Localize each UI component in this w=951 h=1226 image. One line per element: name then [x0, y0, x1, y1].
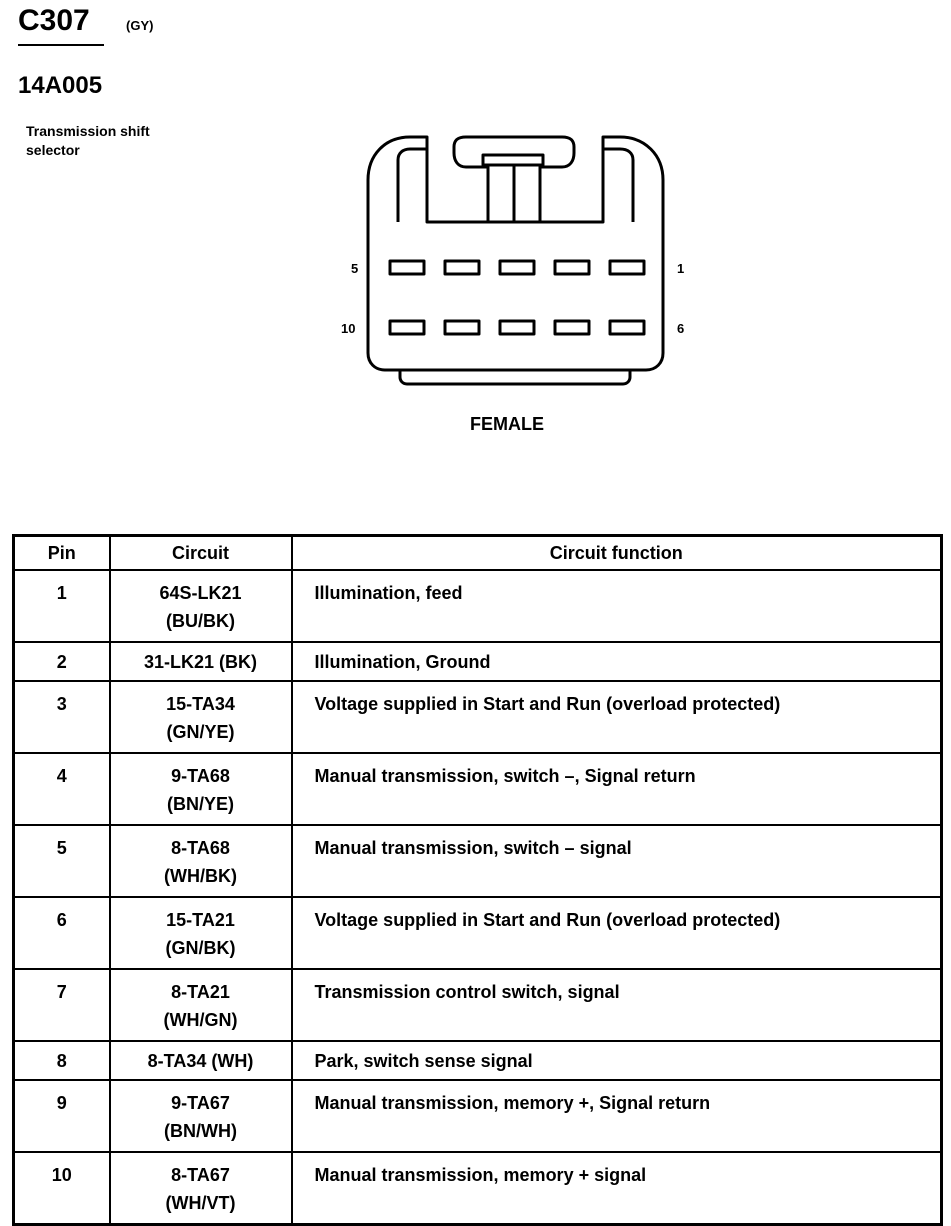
table-row	[14, 825, 942, 897]
circuit-id: 31-LK21 (BK)	[143, 652, 258, 672]
circuit-function-cell: Manual transmission, memory +, Signal return	[292, 1080, 942, 1152]
circuit-id: 64S-LK21	[159, 583, 242, 603]
circuit-function-cell: Voltage supplied in Start and Run (overload protected)	[292, 681, 942, 753]
left-latch	[398, 149, 427, 222]
circuit-id: 8-TA34 (WH)	[147, 1051, 254, 1071]
pin-cavity-7	[555, 321, 589, 334]
column-header-pin: Pin	[14, 536, 110, 571]
circuit-wire-color: (WH/GN)	[163, 1010, 238, 1030]
circuit-function-cell: Illumination, feed	[292, 570, 942, 642]
right-latch	[603, 149, 633, 222]
pin-number-cell: 9	[14, 1080, 110, 1152]
pin-cavity-9	[445, 321, 479, 334]
circuit-wire-color: (WH/BK)	[164, 866, 237, 886]
table-row	[14, 969, 942, 1041]
part-number: 14A005	[18, 72, 103, 99]
pin-number-cell: 1	[14, 570, 110, 642]
circuit-wire-color: (BN/YE)	[167, 794, 234, 814]
table-row	[14, 642, 942, 681]
pin-cavity-1	[610, 261, 644, 274]
connector-gender-label: FEMALE	[470, 414, 544, 434]
connector-color: (GY)	[126, 18, 154, 33]
table-row	[14, 1041, 942, 1080]
circuit-id: 9-TA68	[171, 766, 230, 786]
pin-assignment-table	[12, 534, 943, 1226]
circuit-wire-color: (BN/WH)	[164, 1121, 237, 1141]
pin-number-cell: 8	[14, 1041, 110, 1080]
circuit-wire-color: (WH/VT)	[165, 1193, 236, 1213]
pin-number-cell: 3	[14, 681, 110, 753]
circuit-cell	[110, 969, 292, 1041]
circuit-cell	[110, 570, 292, 642]
table-row	[14, 570, 942, 642]
pin-label-6: 6	[677, 321, 685, 336]
circuit-function-cell: Transmission control switch, signal	[292, 969, 942, 1041]
circuit-cell	[110, 1041, 292, 1080]
circuit-function-cell: Park, switch sense signal	[292, 1041, 942, 1080]
circuit-cell	[110, 825, 292, 897]
column-header-circuit-function: Circuit function	[292, 536, 942, 571]
circuit-id: 15-TA21	[166, 910, 235, 930]
pin-label-10: 10	[341, 321, 356, 336]
pin-number-cell: 5	[14, 825, 110, 897]
connector-id-underline	[18, 44, 104, 46]
circuit-id: 8-TA68	[171, 838, 230, 858]
pin-number-cell: 4	[14, 753, 110, 825]
circuit-cell	[110, 753, 292, 825]
lock-tab-slot	[483, 155, 543, 165]
pin-label-1: 1	[677, 261, 685, 276]
circuit-cell	[110, 642, 292, 681]
pin-label-5: 5	[351, 261, 359, 276]
pin-number-cell: 7	[14, 969, 110, 1041]
circuit-function-cell: Illumination, Ground	[292, 642, 942, 681]
pin-cavity-6	[610, 321, 644, 334]
circuit-wire-color: (GN/BK)	[165, 938, 236, 958]
pin-cavity-5	[390, 261, 424, 274]
table-row	[14, 681, 942, 753]
circuit-cell	[110, 681, 292, 753]
circuit-id: 8-TA21	[171, 982, 230, 1002]
circuit-cell	[110, 897, 292, 969]
connector-id: C307	[18, 4, 90, 37]
circuit-cell	[110, 1152, 292, 1225]
pin-cavity-2	[555, 261, 589, 274]
pin-cavity-8	[500, 321, 534, 334]
pin-cavity-10	[390, 321, 424, 334]
column-header-circuit: Circuit	[110, 536, 292, 571]
circuit-function-cell: Manual transmission, switch –, Signal return	[292, 753, 942, 825]
circuit-function-cell: Manual transmission, switch – signal	[292, 825, 942, 897]
pin-number-cell: 2	[14, 642, 110, 681]
circuit-id: 8-TA67	[171, 1165, 230, 1185]
pin-number-cell: 10	[14, 1152, 110, 1225]
pin-cavity-4	[445, 261, 479, 274]
table-row	[14, 897, 942, 969]
circuit-id: 9-TA67	[171, 1093, 230, 1113]
component-name: Transmission shift selector	[26, 123, 150, 158]
table-row	[14, 1152, 942, 1225]
circuit-function-cell: Manual transmission, memory + signal	[292, 1152, 942, 1225]
circuit-cell	[110, 1080, 292, 1152]
pin-number-cell: 6	[14, 897, 110, 969]
circuit-wire-color: (BU/BK)	[166, 611, 235, 631]
table-header-row	[14, 536, 942, 571]
circuit-wire-color: (GN/YE)	[166, 722, 235, 742]
table-row	[14, 753, 942, 825]
table-row	[14, 1080, 942, 1152]
pin-cavity-3	[500, 261, 534, 274]
connector-face-diagram	[330, 125, 700, 395]
circuit-id: 15-TA34	[166, 694, 235, 714]
bottom-key	[400, 370, 630, 384]
circuit-function-cell: Voltage supplied in Start and Run (overload protected)	[292, 897, 942, 969]
